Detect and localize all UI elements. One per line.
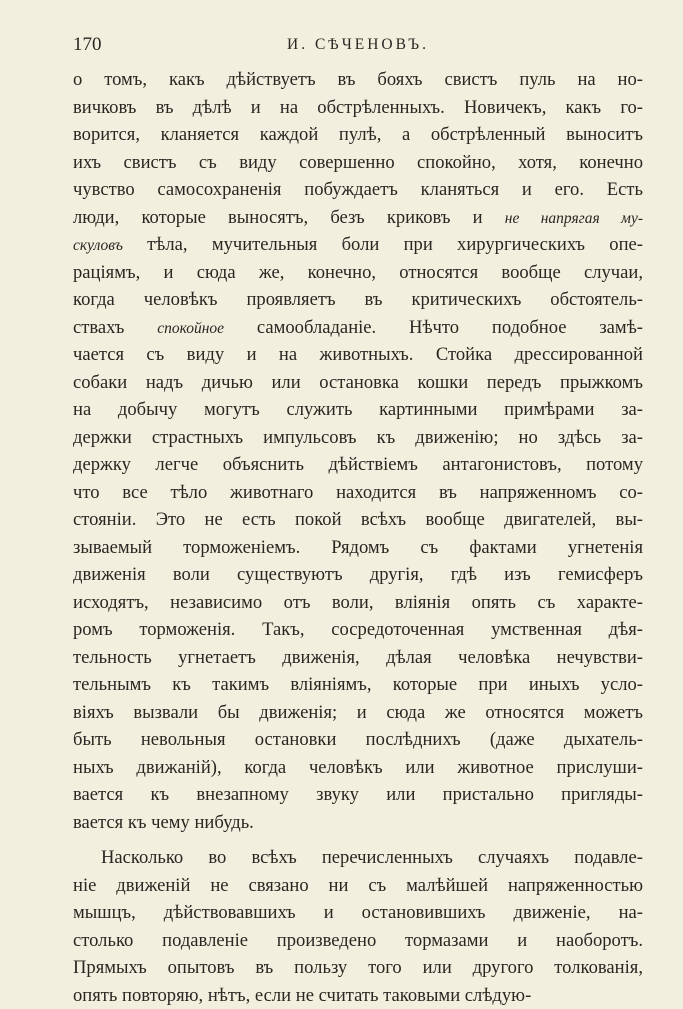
line-text: зываемый торможеніемъ. Рядомъ съ фактами угнетенія — [73, 537, 643, 558]
line-text: движенія воли существуютъ другія, гдѣ изъ гемисферъ — [73, 564, 643, 585]
line-text: быть невольныя остановки послѣднихъ (даже дыхатель- — [73, 729, 643, 750]
line-text: вичковъ въ дѣлѣ и на обстрѣленныхъ. Новичекъ, какъ го- — [73, 97, 643, 118]
line-text: на добычу могутъ служить картинными примѣрами за- — [73, 399, 643, 420]
italic-text: не напрягая му- — [505, 210, 643, 227]
line-text: что все тѣло животнаго находится въ напряженномъ со- — [73, 482, 643, 503]
text-line — [73, 616, 643, 644]
text-line — [73, 954, 643, 982]
line-text: віяхъ вызвали бы движенія; и сюда же относятся можетъ — [73, 702, 643, 723]
text-line — [73, 726, 643, 754]
text-line — [73, 149, 643, 177]
text-line — [73, 121, 643, 149]
line-text: чувство самосохраненія побуждаетъ кланяться и его. Есть — [73, 179, 643, 200]
line-text: вается къ внезапному звуку или пристально пригляды- — [73, 784, 643, 805]
text-line — [73, 424, 643, 452]
text-line — [73, 589, 643, 617]
line-text: ніе движеній не связано ни съ малѣйшей напряженностью — [73, 875, 643, 896]
text-line — [73, 699, 643, 727]
line-text: опять повторяю, нѣтъ, если не считать таковыми слѣдую- — [73, 985, 531, 1006]
line-text: тельнымъ къ такимъ вліяніямъ, которые при иныхъ усло- — [73, 674, 643, 695]
line-text: столько подавленіе произведено тормазами и наоборотъ. — [73, 930, 643, 951]
line-text: мышцъ, дѣйствовавшихъ и остановившихъ движеніе, на- — [73, 902, 643, 923]
line-text: когда человѣкъ проявляетъ въ критическихъ обстоятель- — [73, 289, 643, 310]
text-line — [73, 982, 643, 1009]
line-text: раціямъ, и сюда же, конечно, относятся вообще случаи, — [73, 262, 643, 283]
text-line — [73, 534, 643, 562]
paragraph — [73, 844, 643, 1009]
line-text: тельность угнетаетъ движенія, дѣлая человѣка нечувстви- — [73, 647, 643, 668]
text-line — [73, 506, 643, 534]
line-text: ствахъ — [73, 317, 157, 338]
body-text — [73, 66, 643, 1009]
text-line — [73, 66, 643, 94]
paragraph-gap — [73, 836, 643, 844]
line-text: о томъ, какъ дѣйствуетъ въ бояхъ свистъ пуль на но- — [73, 69, 643, 90]
line-text: стояніи. Это не есть покой всѣхъ вообще двигателей, вы- — [73, 509, 643, 530]
line-text: держки страстныхъ импульсовъ къ движенію; но здѣсь за- — [73, 427, 643, 448]
text-line — [73, 204, 643, 232]
running-head — [73, 34, 643, 60]
line-text: Насколько во всѣхъ перечисленныхъ случаяхъ подавле- — [101, 847, 643, 868]
line-text: чается съ виду и на животныхъ. Стойка дрессированной — [73, 344, 643, 365]
text-line — [73, 396, 643, 424]
text-line — [73, 341, 643, 369]
paragraph — [73, 66, 643, 836]
line-text: исходятъ, независимо отъ воли, вліянія опять съ характе- — [73, 592, 643, 613]
text-line — [73, 927, 643, 955]
line-text: люди, которые выносятъ, безъ криковъ и — [73, 207, 505, 228]
running-head-author: И. СѢЧЕНОВЪ. — [73, 36, 643, 54]
line-text: ныхъ движаній), когда человѣкъ или животное прислуши- — [73, 757, 643, 778]
text-line — [73, 781, 643, 809]
text-line — [73, 286, 643, 314]
line-text: тѣла, мучительныя боли при хирургическихъ опе- — [123, 234, 643, 255]
text-line — [73, 754, 643, 782]
text-line — [73, 899, 643, 927]
text-line — [73, 872, 643, 900]
text-line — [73, 671, 643, 699]
line-text: держку легче объяснить дѣйствіемъ антагонистовъ, потому — [73, 454, 643, 475]
line-text: ихъ свистъ съ виду совершенно спокойно, хотя, конечно — [73, 152, 643, 173]
text-line — [73, 259, 643, 287]
text-line — [73, 479, 643, 507]
text-line — [73, 94, 643, 122]
text-line — [73, 644, 643, 672]
text-line — [73, 451, 643, 479]
page-number: 170 — [73, 34, 102, 56]
text-line — [73, 561, 643, 589]
italic-text: скуловъ — [73, 237, 123, 254]
line-text: Прямыхъ опытовъ въ пользу того или другого толкованія, — [73, 957, 643, 978]
text-line — [73, 314, 643, 342]
line-text: ворится, кланяется каждой пулѣ, а обстрѣленный выноситъ — [73, 124, 643, 145]
line-text: самообладаніе. Нѣчто подобное замѣ- — [224, 317, 643, 338]
text-line — [73, 369, 643, 397]
line-text: собаки надъ дичью или остановка кошки передъ прыжкомъ — [73, 372, 643, 393]
text-line — [73, 231, 643, 259]
text-line — [73, 844, 643, 872]
line-text: вается къ чему нибудь. — [73, 812, 254, 833]
italic-text: спокойное — [157, 320, 224, 337]
text-line — [73, 809, 643, 837]
text-line — [73, 176, 643, 204]
line-text: ромъ торможенія. Такъ, сосредоточенная умственная дѣя- — [73, 619, 643, 640]
